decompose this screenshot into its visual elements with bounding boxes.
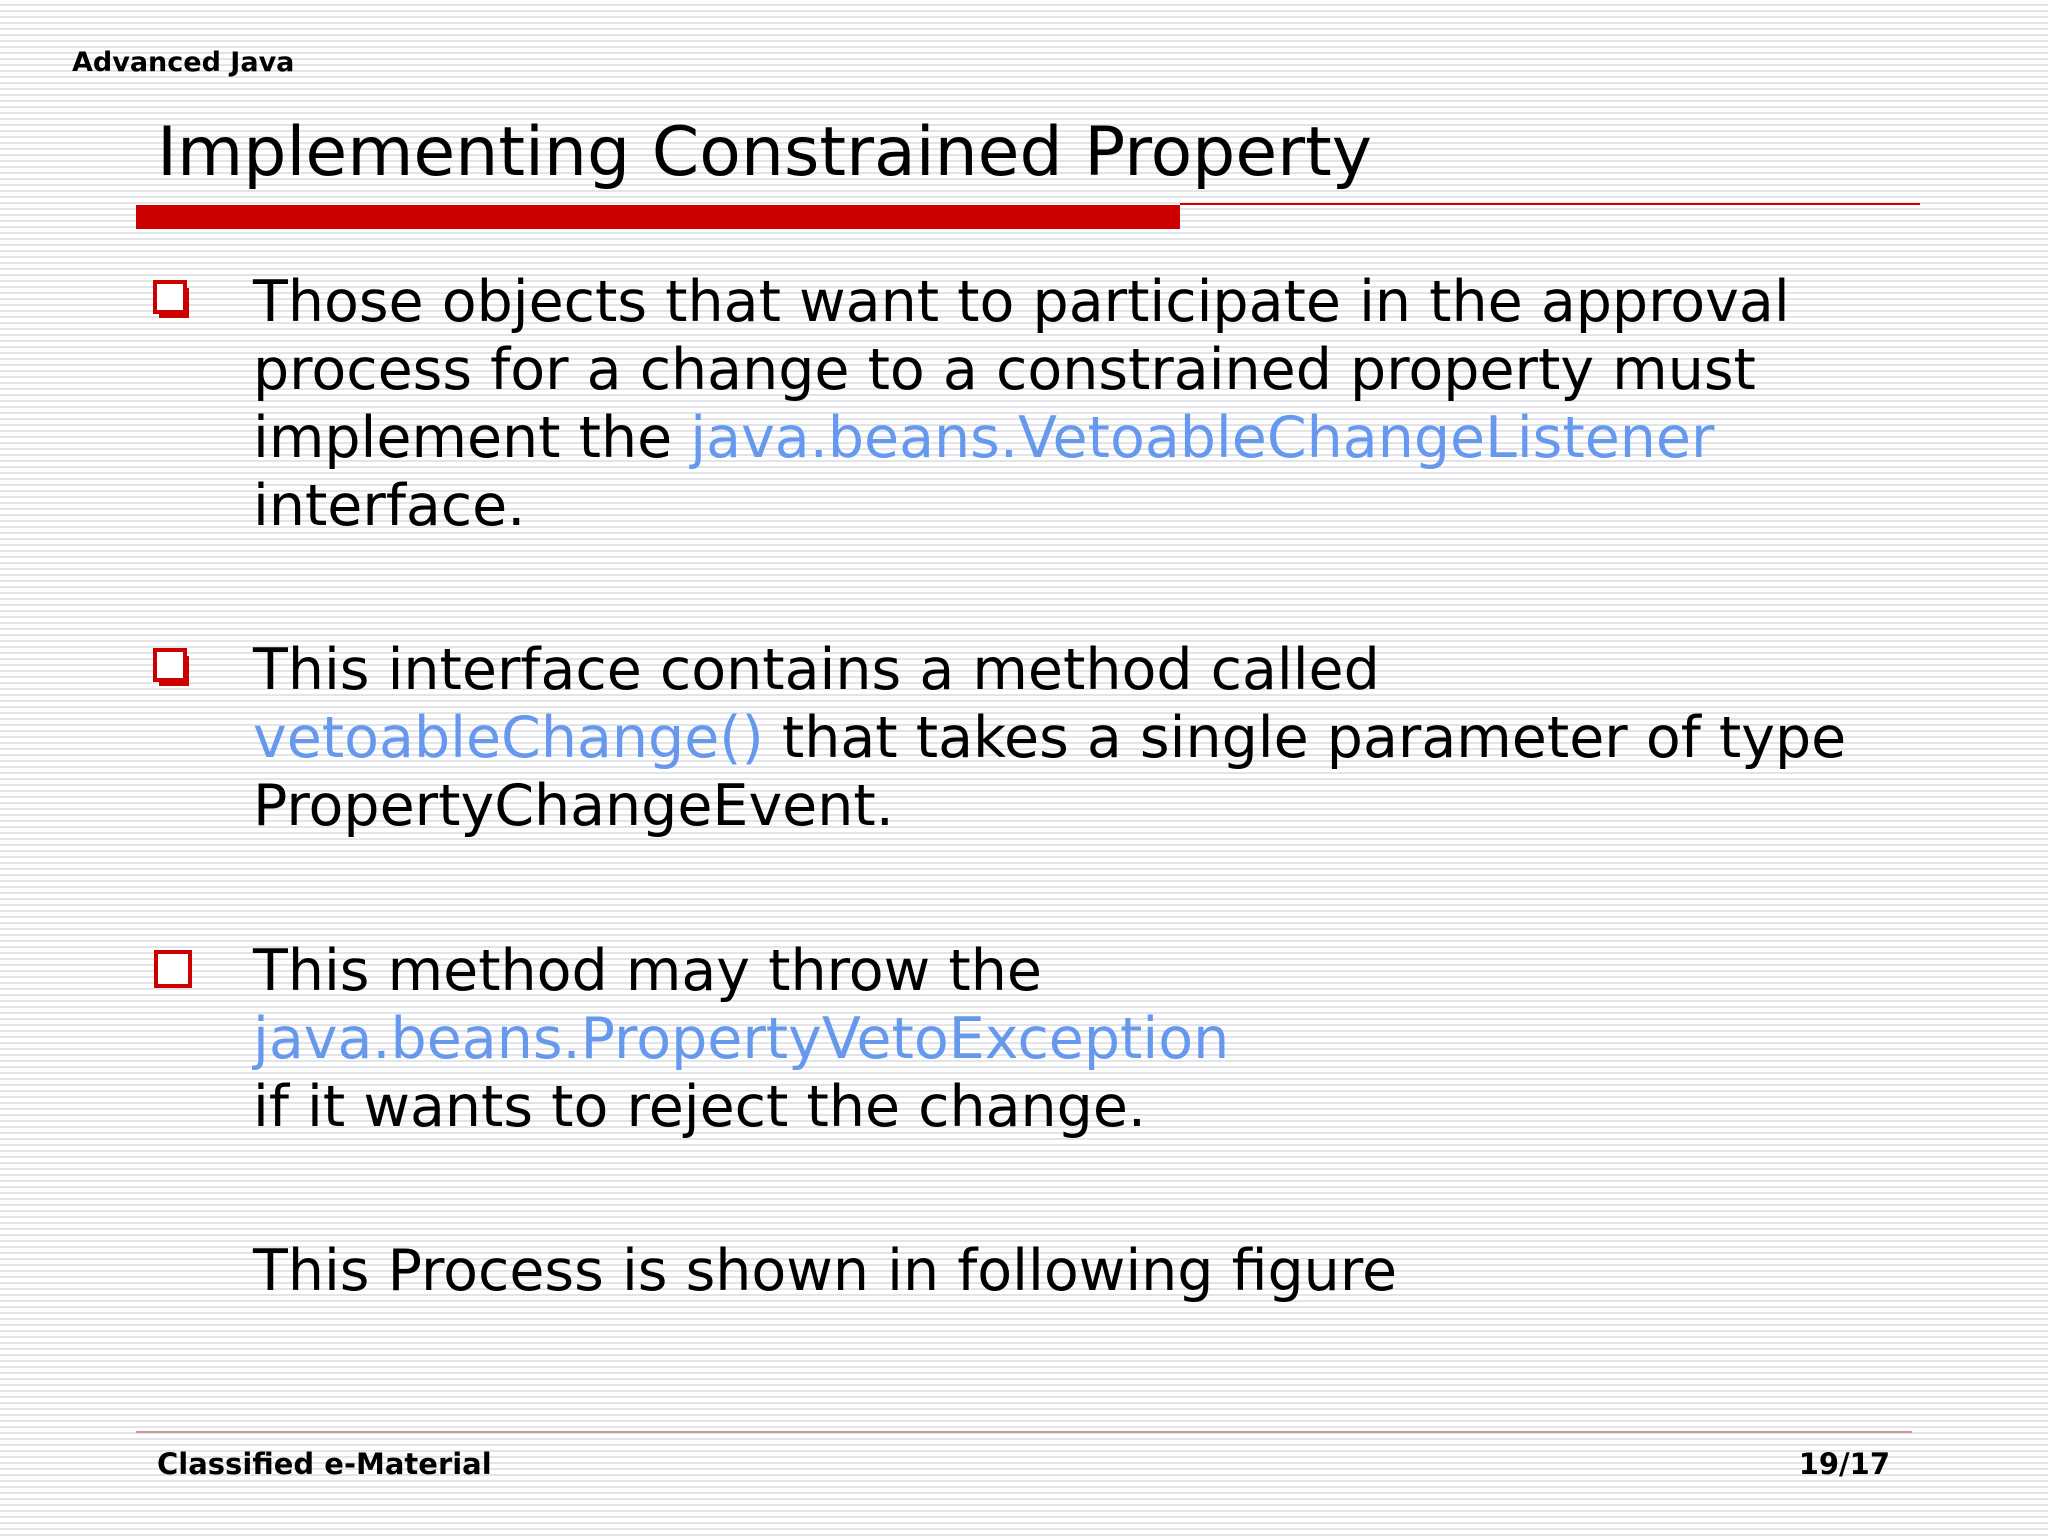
hollow-square-bullet-icon bbox=[153, 949, 193, 989]
footer-divider bbox=[136, 1431, 1912, 1433]
bullet-2-text-before: This interface contains a method called bbox=[253, 637, 1380, 703]
slide-title: Implementing Constrained Property bbox=[157, 113, 1373, 192]
bullet-text-3 bbox=[253, 937, 1933, 1141]
closing-line: This Process is shown in following figure bbox=[253, 1238, 1398, 1304]
shadowed-square-bullet-icon bbox=[153, 648, 193, 688]
bullet-1-text-before: Those objects that want to participate in the approval process for a change to a constrained property must implement the bbox=[253, 269, 1790, 471]
bullet-text-2 bbox=[253, 636, 1933, 840]
bullet-1-code: java.beans.VetoableChangeListener bbox=[690, 405, 1715, 471]
bullet-3-text-after: if it wants to reject the change. bbox=[253, 1074, 1147, 1140]
bullet-text-1 bbox=[253, 268, 1933, 540]
page-number: 19/17 bbox=[1798, 1447, 1890, 1481]
bullet-3-code: java.beans.PropertyVetoException bbox=[253, 1006, 1230, 1072]
shadowed-square-bullet-icon bbox=[153, 280, 193, 320]
bullet-2-code: vetoableChange() bbox=[253, 705, 764, 771]
footer-label: Classified e-Material bbox=[157, 1447, 492, 1481]
bullet-3-text-before: This method may throw the bbox=[253, 938, 1042, 1004]
title-underline-thick bbox=[136, 205, 1180, 229]
title-underline-thin bbox=[1180, 203, 1920, 205]
course-label: Advanced Java bbox=[72, 47, 295, 78]
bullet-1-text-after: interface. bbox=[253, 473, 526, 539]
bullet-2-text-after: that takes a single parameter of type PropertyChangeEvent. bbox=[253, 705, 1847, 839]
